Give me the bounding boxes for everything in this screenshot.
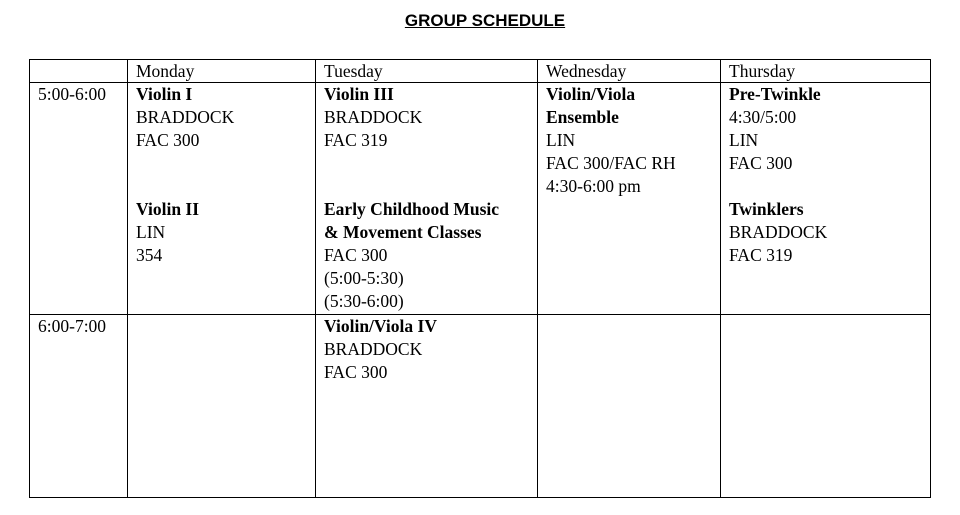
class-teacher: LIN	[546, 130, 576, 150]
header-time-blank	[30, 60, 128, 83]
class-teacher: BRADDOCK	[324, 339, 423, 359]
class-name: Violin/Viola IV	[324, 316, 437, 336]
wednesday-cell	[538, 83, 721, 315]
class-room: FAC 300	[729, 153, 793, 173]
tuesday-cell	[316, 315, 538, 498]
class-name: Violin I	[136, 84, 193, 104]
monday-cell	[128, 315, 316, 498]
class-teacher: BRADDOCK	[729, 222, 828, 242]
monday-cell	[128, 83, 316, 315]
time-cell	[30, 83, 128, 315]
class-room: FAC 319	[729, 245, 793, 265]
class-teacher: LIN	[729, 130, 759, 150]
class-name: Violin/Viola	[546, 84, 636, 104]
class-name: & Movement Classes	[324, 222, 482, 242]
class-room: FAC 300	[324, 245, 388, 265]
table-row	[30, 83, 931, 315]
class-name: Violin II	[136, 199, 200, 219]
class-time: 4:30-6:00 pm	[546, 176, 641, 196]
class-room: FAC 300/FAC RH	[546, 153, 676, 173]
class-teacher: BRADDOCK	[136, 107, 235, 127]
class-room: 354	[136, 245, 163, 265]
header-tuesday: Tuesday	[316, 60, 538, 83]
header-wednesday: Wednesday	[538, 60, 721, 83]
header-thursday: Thursday	[721, 60, 931, 83]
time-slot: 6:00-7:00	[38, 316, 107, 336]
header-row	[30, 60, 931, 83]
page-title: GROUP SCHEDULE	[404, 11, 566, 30]
class-name: Pre-Twinkle	[729, 84, 821, 104]
class-teacher: BRADDOCK	[324, 107, 423, 127]
thursday-cell	[721, 315, 931, 498]
schedule-table	[29, 59, 931, 498]
class-name: Ensemble	[546, 107, 619, 127]
class-time: (5:30-6:00)	[324, 291, 404, 311]
header-monday: Monday	[128, 60, 316, 83]
class-room: FAC 300	[136, 130, 200, 150]
class-name: Twinklers	[729, 199, 804, 219]
class-room: FAC 300	[324, 362, 388, 382]
class-name: Early Childhood Music	[324, 199, 500, 219]
time-slot: 5:00-6:00	[38, 84, 107, 104]
time-cell	[30, 315, 128, 498]
class-time: 4:30/5:00	[729, 107, 797, 127]
class-name: Violin III	[324, 84, 394, 104]
class-room: FAC 319	[324, 130, 388, 150]
class-time: (5:00-5:30)	[324, 268, 404, 288]
wednesday-cell	[538, 315, 721, 498]
class-teacher: LIN	[136, 222, 166, 242]
tuesday-cell	[316, 83, 538, 315]
thursday-cell	[721, 83, 931, 315]
table-row	[30, 315, 931, 498]
